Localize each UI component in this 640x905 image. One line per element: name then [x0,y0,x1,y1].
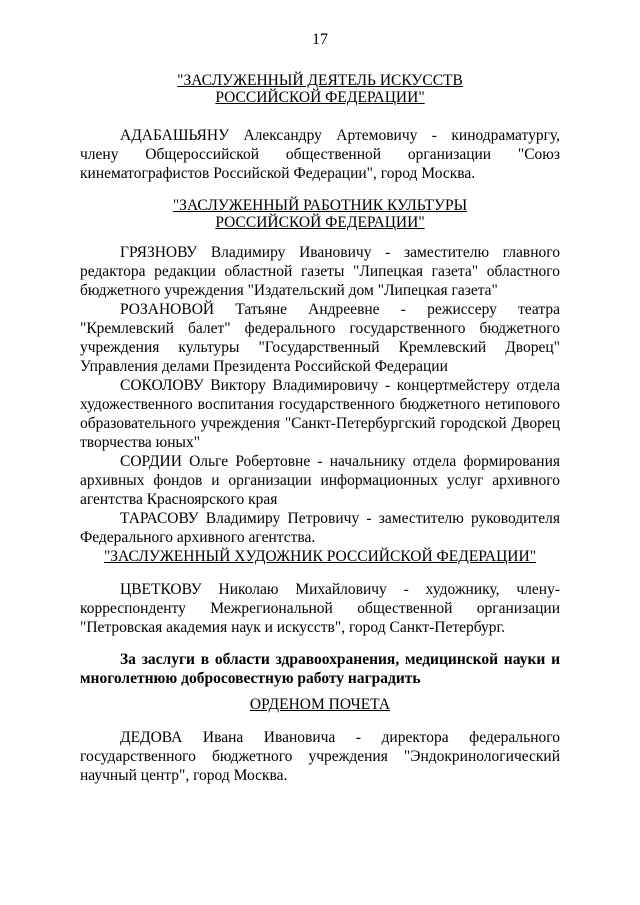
award-entry: ДЕДОВА Ивана Ивановича - директора федерального государственного бюджетного учреждения "Эндокринологический научный центр", город Москва. [80,729,560,784]
award-entry: АДАБАШЬЯНУ Александру Артемовичу - кинодраматургу, члену Общероссийской общественной организации "Союз кинематографистов Российской Федерации", город Москва. [80,127,560,182]
section-entries [80,126,560,183]
section-heading-honored-artist [80,548,560,565]
heading-line: РОССИЙСКОЙ ФЕДЕРАЦИИ" [215,89,425,106]
award-statement: За заслуги в области здравоохранения, медицинской науки и многолетнюю добросовестную работу наградить [80,651,560,687]
award-entry: СОКОЛОВУ Виктору Владимировичу - концертмейстеру отдела художественного воспитания государственного бюджетного нетипового образовательного учреждения "Санкт-Петербургский городской Дворец творчества юных" [80,377,560,451]
award-entry: СОРДИИ Ольге Робертовне - начальнику отдела формирования архивных фондов и организации информационных услуг архивного агентства Красноярского края [80,453,560,508]
award-entry: РОЗАНОВОЙ Татьяне Андреевне - режиссеру театра "Кремлевский балет" федерального государственного бюджетного учреждения культуры "Государственный Кремлевский Дворец" Управления делами Президента Российской Федерации [80,301,560,375]
section-heading-honored-culture-worker [80,197,560,231]
award-entry: ГРЯЗНОВУ Владимиру Ивановичу - заместителю главного редактора редакции областной газеты "Липецкая газета" областного бюджетного учреждения "Издательский дом "Липецкая газета" [80,244,560,299]
section-heading-order-of-honour [80,696,560,713]
section-entries [80,580,560,637]
heading-line: "ЗАСЛУЖЕННЫЙ РАБОТНИК КУЛЬТУРЫ [172,197,468,214]
heading-line: ОРДЕНОМ ПОЧЕТА [249,696,391,713]
award-entry: ТАРАСОВУ Владимиру Петровичу - заместителю руководителя Федерального архивного агентства. [80,510,560,546]
award-statement-block [80,650,560,688]
heading-line: "ЗАСЛУЖЕННЫЙ ХУДОЖНИК РОССИЙСКОЙ ФЕДЕРАЦИИ" [103,548,537,565]
heading-line: РОССИЙСКОЙ ФЕДЕРАЦИИ" [215,214,425,231]
section-heading-honored-art-worker [80,72,560,106]
section-entries [80,728,560,785]
heading-line: "ЗАСЛУЖЕННЫЙ ДЕЯТЕЛЬ ИСКУССТВ [177,72,463,89]
award-entry: ЦВЕТКОВУ Николаю Михайловичу - художнику, члену-корреспонденту Межрегиональной общественной организации "Петровская академия наук и искусств", город Санкт-Петербург. [80,581,560,636]
section-entries [80,243,560,547]
page-number: 17 [312,31,328,48]
